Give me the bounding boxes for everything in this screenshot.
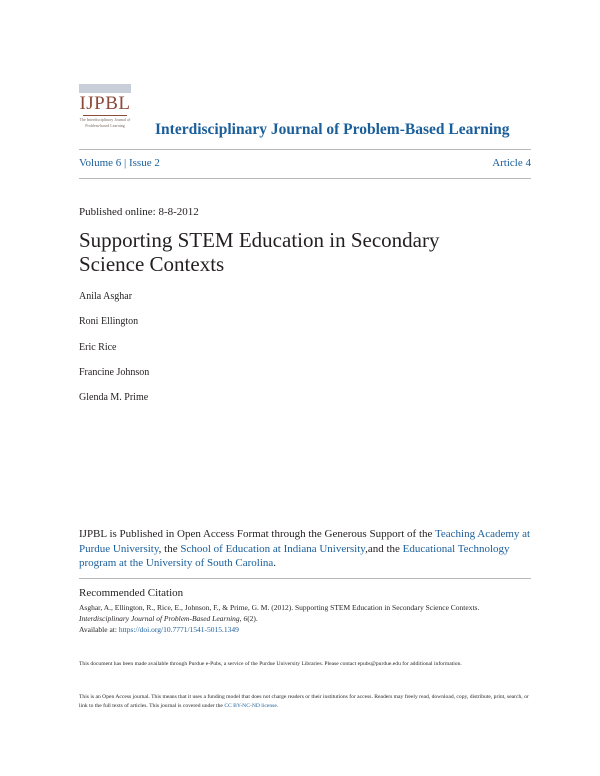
citation-text: [79, 602, 539, 635]
recommended-citation-heading: Recommended Citation: [79, 587, 184, 599]
epubs-notice: This document has been made available through Purdue e-Pubs, a service of the Purdue University Libraries. Please contact epubs@purdue.edu for additional information.: [79, 661, 462, 667]
open-access-notice: [79, 693, 529, 711]
open-access-notice-text: This is an Open Access journal. This means that it uses a funding model that does not charge readers or their institutions for access. Readers may freely read, download, copy, distribute, print, search, or link to the full texts of articles. This journal is covered under the: [79, 694, 529, 709]
educational-technology-link[interactable]: Educational Technology program at the University of South Carolina: [79, 542, 510, 569]
volume-link[interactable]: Volume 6: [79, 157, 122, 169]
header-divider-bottom: [79, 178, 531, 179]
available-at-label: Available at:: [79, 625, 119, 634]
license-link[interactable]: CC BY-NC-ND license: [224, 703, 277, 709]
oa-text: IJPBL is Published in Open Access Format through the Generous Support of the: [79, 528, 435, 540]
volume-issue-separator: |: [121, 157, 129, 169]
citation-line: Asghar, A., Ellington, R., Rice, E., Johnson, F., & Prime, G. M. (2012). Supporting STEM Education in Secondary Science Contexts.: [79, 603, 480, 612]
open-access-notice-end: .: [276, 703, 279, 709]
citation-issue: (2).: [247, 614, 258, 623]
logo-text: IJPBL: [79, 93, 131, 114]
author: Anila Asghar: [79, 291, 133, 302]
school-of-education-link[interactable]: School of Education at Indiana University: [180, 542, 366, 555]
header-divider-top: [79, 149, 531, 150]
logo-underline: [83, 115, 127, 116]
article-number[interactable]: Article 4: [492, 157, 531, 169]
author: Roni Ellington: [79, 316, 139, 327]
author: Eric Rice: [79, 342, 117, 353]
author: Francine Johnson: [79, 367, 150, 378]
citation-volume: 6: [241, 614, 248, 623]
issue-link[interactable]: Issue 2: [128, 157, 160, 169]
published-date: Published online: 8-8-2012: [79, 206, 199, 218]
open-access-statement: [79, 527, 534, 571]
paper-title: Supporting STEM Education in Secondary Science Contexts: [79, 228, 440, 276]
citation-journal: Interdisciplinary Journal of Problem-Based Learning,: [79, 614, 242, 623]
teaching-academy-link[interactable]: Teaching Academy at Purdue University: [79, 528, 531, 555]
logo-bar: [79, 84, 131, 93]
logo-subtext: The Interdisciplinary Journal of Problem-based Learning: [79, 117, 131, 128]
journal-logo: [79, 84, 131, 132]
author: Glenda M. Prime: [79, 392, 149, 403]
doi-link[interactable]: https://doi.org/10.7771/1541-5015.1349: [118, 625, 239, 634]
volume-issue: [79, 157, 160, 169]
citation-divider: [79, 578, 531, 579]
oa-text: , the: [158, 542, 181, 555]
journal-title[interactable]: Interdisciplinary Journal of Problem-Based Learning: [155, 121, 510, 138]
oa-text: .: [273, 557, 277, 569]
oa-text: ,and the: [365, 542, 403, 555]
